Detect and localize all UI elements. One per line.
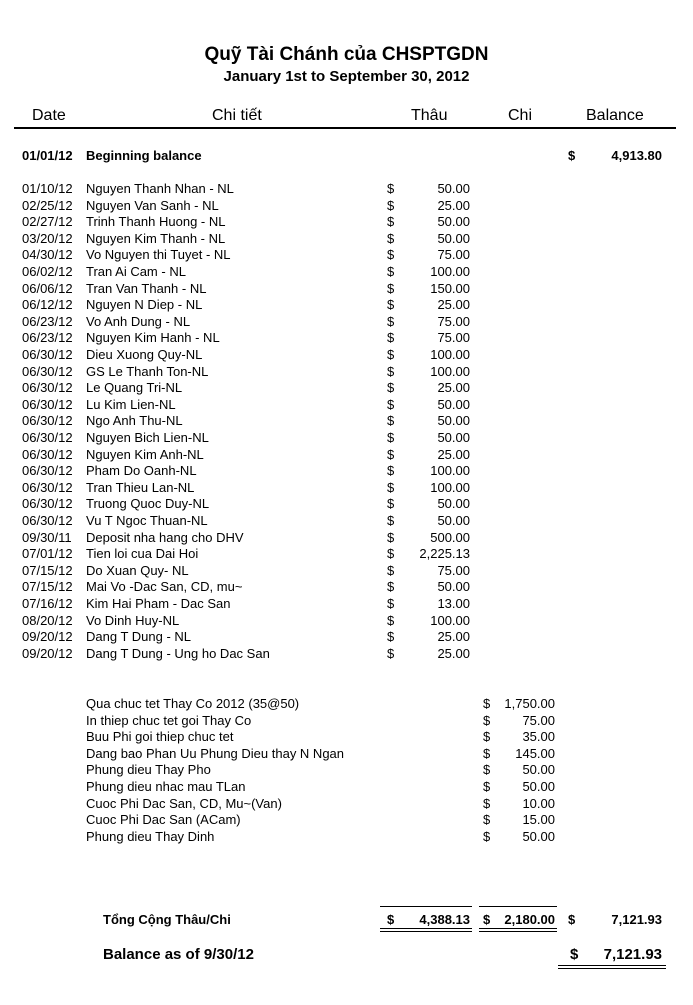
receipt-dollar-sign: $ [387, 596, 395, 611]
page-title: Quỹ Tài Chánh của CHSPTGDN [204, 44, 489, 65]
receipt-dollar-sign: $ [387, 347, 395, 362]
receipt-date: 07/16/12 [22, 596, 73, 611]
totals-label: Tổng Cộng Thâu/Chi [103, 912, 231, 927]
receipt-amount: 13.00 [437, 596, 470, 611]
receipt-description: Dang T Dung - Ung ho Dac San [86, 645, 270, 661]
beginning-label: Beginning balance [86, 148, 202, 163]
expense-dollar-sign: $ [483, 745, 491, 761]
receipt-date: 06/30/12 [22, 380, 73, 396]
receipt-amount: 500.00 [430, 529, 470, 545]
totals-thau-dollar: $ [387, 912, 395, 927]
receipt-description: Nguyen Kim Anh-NL [86, 446, 204, 462]
receipt-description: Tran Thieu Lan-NL [86, 479, 195, 495]
expense-dollar-sign: $ [483, 696, 491, 711]
receipt-description: Lu Kim Lien-NL [86, 396, 176, 412]
page-subtitle: January 1st to September 30, 2012 [223, 68, 470, 85]
receipt-amount: 75.00 [437, 247, 470, 263]
receipt-amount: 50.00 [437, 579, 470, 595]
expense-description: Phung dieu Thay Dinh [86, 828, 215, 844]
receipt-date: 06/30/12 [22, 430, 73, 445]
receipt-dollar-sign: $ [387, 413, 395, 429]
beginning-date: 01/01/12 [22, 148, 73, 163]
receipt-amount: 25.00 [437, 297, 470, 313]
receipt-amount: 100.00 [430, 363, 470, 379]
receipt-date: 06/30/12 [22, 513, 73, 528]
receipt-description: Deposit nha hang cho DHV [86, 529, 244, 545]
receipt-description: Nguyen Kim Thanh - NL [86, 230, 226, 246]
expense-description: Phung dieu Thay Pho [86, 762, 211, 778]
receipt-amount: 25.00 [437, 629, 470, 645]
thau-total-rule [380, 928, 472, 932]
receipt-dollar-sign: $ [387, 230, 395, 246]
receipt-description: Dieu Xuong Quy-NL [86, 347, 203, 362]
header-thau: Thâu [411, 107, 448, 124]
receipt-date: 07/15/12 [22, 562, 73, 578]
expense-amount: 35.00 [522, 729, 555, 745]
receipt-date: 09/20/12 [22, 629, 73, 645]
receipt-dollar-sign: $ [387, 546, 395, 562]
receipt-dollar-sign: $ [387, 396, 395, 412]
receipt-date: 06/30/12 [22, 363, 73, 379]
receipt-amount: 50.00 [437, 396, 470, 412]
chi-subtotal-rule [479, 906, 557, 907]
receipt-description: Vo Anh Dung - NL [86, 313, 191, 329]
beginning-amount: 4,913.80 [611, 148, 662, 163]
receipt-date: 06/30/12 [22, 347, 73, 362]
receipt-description: Pham Do Oanh-NL [86, 463, 197, 479]
receipt-date: 06/30/12 [22, 396, 73, 412]
receipt-amount: 50.00 [437, 413, 470, 429]
receipt-description: Nguyen Bich Lien-NL [86, 430, 209, 445]
receipt-amount: 50.00 [437, 513, 470, 528]
expense-dollar-sign: $ [483, 795, 491, 811]
receipt-dollar-sign: $ [387, 529, 395, 545]
receipt-description: Kim Hai Pham - Dac San [86, 596, 231, 611]
totals-balance: 7,121.93 [611, 912, 662, 927]
final-balance-amount: 7,121.93 [603, 946, 662, 963]
totals-balance-dollar: $ [568, 912, 576, 927]
receipt-date: 06/06/12 [22, 280, 73, 296]
receipt-dollar-sign: $ [387, 496, 395, 512]
receipt-description: Truong Quoc Duy-NL [86, 496, 210, 512]
final-balance-rule [558, 965, 666, 969]
receipt-date: 08/20/12 [22, 612, 73, 628]
receipt-date: 09/30/11 [22, 529, 72, 545]
receipt-description: Ngo Anh Thu-NL [86, 413, 183, 429]
receipt-date: 09/20/12 [22, 645, 73, 661]
expense-dollar-sign: $ [483, 729, 491, 745]
receipt-dollar-sign: $ [387, 562, 395, 578]
receipt-dollar-sign: $ [387, 214, 395, 230]
receipt-dollar-sign: $ [387, 479, 395, 495]
expense-description: Cuoc Phi Dac San (ACam) [86, 812, 241, 828]
receipt-date: 06/23/12 [22, 330, 73, 346]
expense-amount: 10.00 [522, 795, 555, 811]
expense-amount: 50.00 [522, 762, 555, 778]
receipt-amount: 100.00 [430, 479, 470, 495]
receipt-dollar-sign: $ [387, 297, 395, 313]
receipt-amount: 25.00 [437, 380, 470, 396]
receipt-dollar-sign: $ [387, 579, 395, 595]
receipt-date: 06/30/12 [22, 446, 73, 462]
receipt-description: Nguyen Kim Hanh - NL [86, 330, 220, 346]
receipt-dollar-sign: $ [387, 247, 395, 263]
receipt-description: Vo Dinh Huy-NL [86, 612, 180, 628]
receipt-dollar-sign: $ [387, 363, 395, 379]
receipt-amount: 50.00 [437, 214, 470, 230]
receipt-dollar-sign: $ [387, 380, 395, 396]
expense-amount: 15.00 [522, 812, 555, 828]
expense-dollar-sign: $ [483, 828, 491, 844]
receipt-dollar-sign: $ [387, 645, 395, 661]
receipt-amount: 100.00 [430, 264, 470, 279]
receipt-description: Tran Van Thanh - NL [86, 280, 207, 296]
receipt-date: 06/12/12 [22, 297, 73, 313]
header-date: Date [32, 107, 66, 124]
header-detail: Chi tiết [212, 107, 262, 124]
expense-description: Cuoc Phi Dac San, CD, Mu~(Van) [86, 795, 282, 811]
receipt-amount: 2,225.13 [419, 546, 470, 562]
receipt-amount: 25.00 [437, 446, 470, 462]
receipt-description: Tien loi cua Dai Hoi [86, 546, 199, 562]
expense-amount: 50.00 [522, 779, 555, 794]
receipt-amount: 50.00 [437, 430, 470, 445]
chi-total-rule [479, 928, 557, 932]
receipt-amount: 75.00 [437, 313, 470, 329]
expense-dollar-sign: $ [483, 762, 491, 778]
receipt-date: 06/02/12 [22, 264, 73, 279]
receipt-date: 06/30/12 [22, 413, 73, 429]
beginning-dollar: $ [568, 148, 576, 163]
receipt-date: 06/30/12 [22, 496, 73, 512]
receipt-date: 04/30/12 [22, 247, 73, 263]
receipt-date: 07/01/12 [22, 546, 73, 562]
header-balance: Balance [586, 107, 644, 124]
receipt-dollar-sign: $ [387, 629, 395, 645]
receipt-date: 07/15/12 [22, 579, 73, 595]
expense-description: Qua chuc tet Thay Co 2012 (35@50) [86, 696, 300, 711]
totals-chi-dollar: $ [483, 912, 491, 927]
receipt-description: Trinh Thanh Huong - NL [86, 214, 226, 230]
receipt-date: 02/25/12 [22, 197, 73, 213]
expense-description: Dang bao Phan Uu Phung Dieu thay N Ngan [86, 745, 345, 761]
receipt-description: Nguyen N Diep - NL [86, 297, 203, 313]
expense-description: In thiep chuc tet goi Thay Co [86, 712, 252, 728]
receipt-dollar-sign: $ [387, 513, 395, 528]
receipt-amount: 150.00 [430, 280, 470, 296]
header-chi: Chi [508, 107, 533, 124]
receipt-dollar-sign: $ [387, 446, 395, 462]
expense-dollar-sign: $ [483, 779, 491, 794]
final-balance-label: Balance as of 9/30/12 [103, 946, 254, 963]
totals-chi: 2,180.00 [504, 912, 555, 927]
receipt-date: 03/20/12 [22, 230, 73, 246]
receipt-amount: 75.00 [437, 562, 470, 578]
expense-description: Phung dieu nhac mau TLan [86, 779, 246, 794]
expense-amount: 145.00 [515, 745, 555, 761]
receipt-amount: 50.00 [437, 496, 470, 512]
receipt-date: 01/10/12 [22, 181, 73, 196]
header-rule [14, 127, 676, 129]
receipt-amount: 50.00 [437, 181, 470, 196]
final-balance-dollar: $ [570, 946, 579, 963]
receipt-description: Nguyen Thanh Nhan - NL [86, 181, 234, 196]
receipt-amount: 100.00 [430, 347, 470, 362]
expense-dollar-sign: $ [483, 712, 491, 728]
receipt-dollar-sign: $ [387, 330, 395, 346]
receipt-amount: 25.00 [437, 197, 470, 213]
receipt-dollar-sign: $ [387, 181, 395, 196]
totals-thau: 4,388.13 [419, 912, 470, 927]
receipt-dollar-sign: $ [387, 280, 395, 296]
receipt-dollar-sign: $ [387, 463, 395, 479]
receipt-amount: 50.00 [437, 230, 470, 246]
expense-dollar-sign: $ [483, 812, 491, 828]
receipt-dollar-sign: $ [387, 197, 395, 213]
receipt-amount: 25.00 [437, 645, 470, 661]
receipt-dollar-sign: $ [387, 313, 395, 329]
expense-amount: 75.00 [522, 712, 555, 728]
receipt-amount: 100.00 [430, 463, 470, 479]
receipt-dollar-sign: $ [387, 264, 395, 279]
receipt-description: Do Xuan Quy- NL [86, 562, 189, 578]
receipt-amount: 75.00 [437, 330, 470, 346]
receipt-description: Tran Ai Cam - NL [86, 264, 186, 279]
expense-description: Buu Phi goi thiep chuc tet [86, 729, 234, 745]
receipt-description: Nguyen Van Sanh - NL [86, 197, 219, 213]
receipt-description: GS Le Thanh Ton-NL [86, 363, 209, 379]
receipt-description: Le Quang Tri-NL [86, 380, 183, 396]
receipt-dollar-sign: $ [387, 612, 395, 628]
receipt-description: Mai Vo -Dac San, CD, mu~ [86, 579, 243, 595]
expense-amount: 1,750.00 [504, 696, 555, 711]
receipt-date: 06/30/12 [22, 479, 73, 495]
receipt-date: 06/23/12 [22, 313, 73, 329]
expense-amount: 50.00 [522, 828, 555, 844]
receipt-date: 06/30/12 [22, 463, 73, 479]
receipt-amount: 100.00 [430, 612, 470, 628]
receipt-dollar-sign: $ [387, 430, 395, 445]
receipt-date: 02/27/12 [22, 214, 73, 230]
thau-subtotal-rule [380, 906, 472, 907]
receipt-description: Vo Nguyen thi Tuyet - NL [86, 247, 231, 263]
receipt-description: Vu T Ngoc Thuan-NL [86, 513, 208, 528]
receipt-description: Dang T Dung - NL [86, 629, 192, 645]
